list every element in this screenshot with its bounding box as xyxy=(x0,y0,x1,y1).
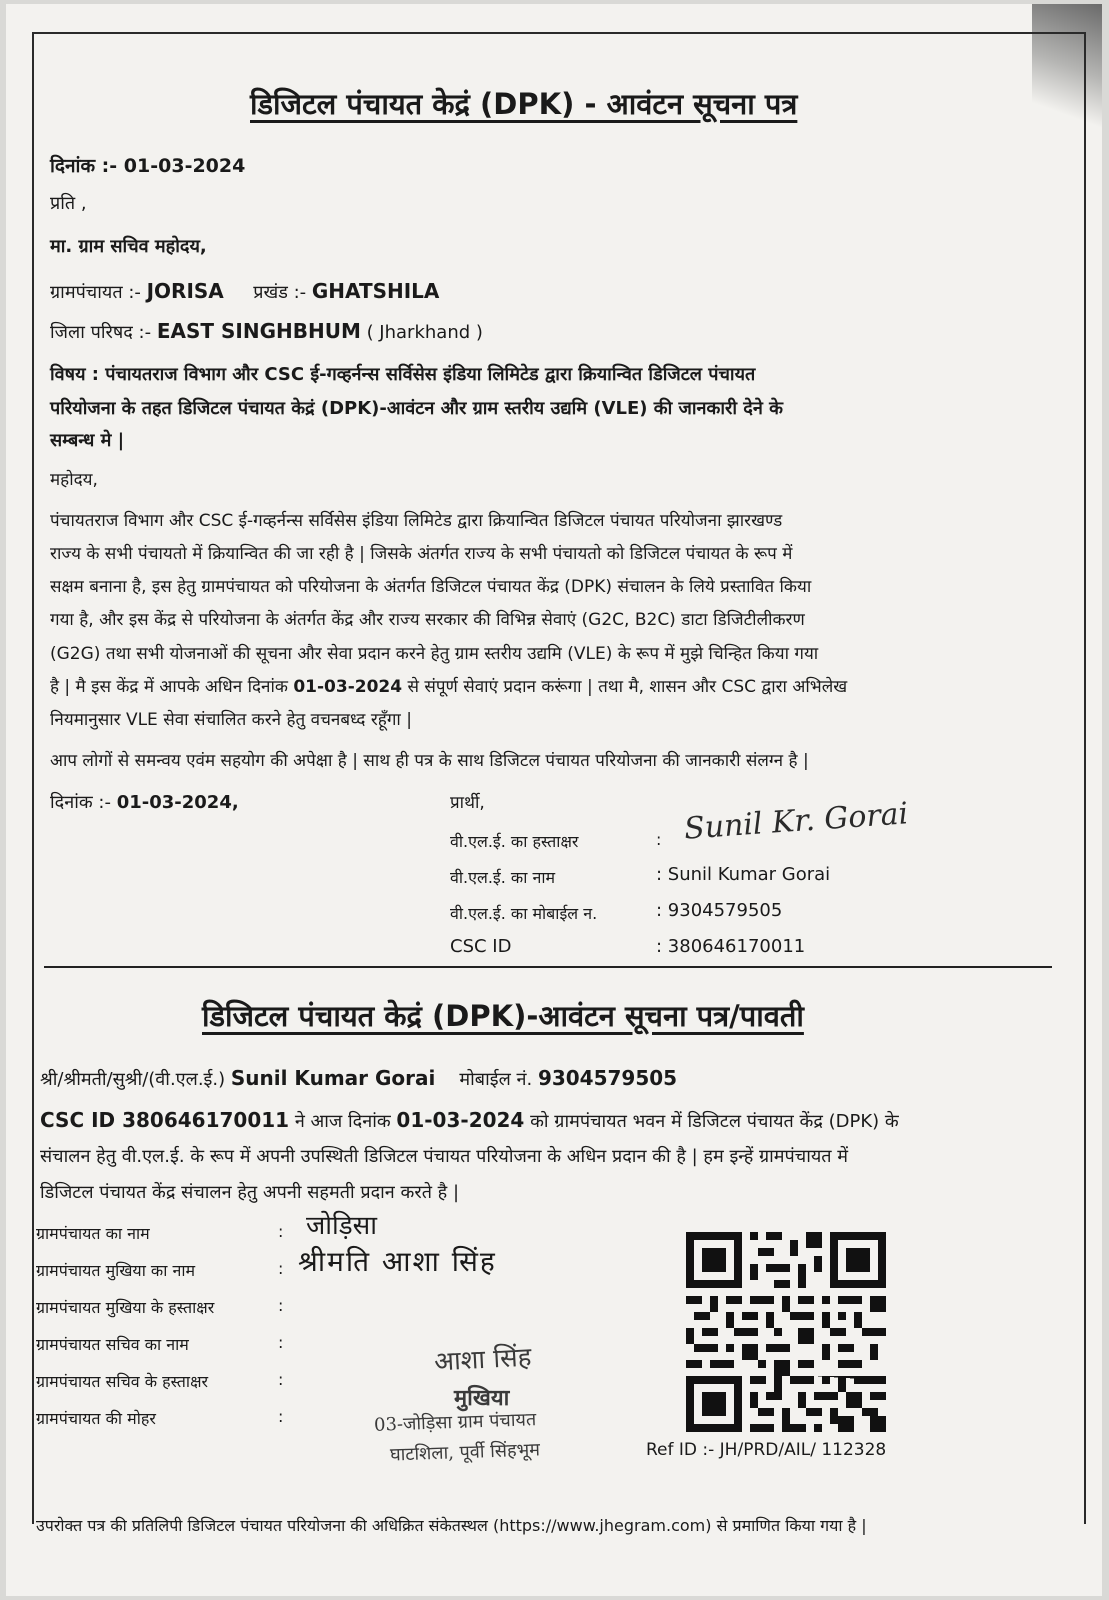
mukhiya-name-handwritten: श्रीमति आशा सिंह xyxy=(298,1245,497,1278)
gp-field-label: ग्रामपंचायत सचिव के हस्ताक्षर xyxy=(36,1372,209,1391)
date-line-2 xyxy=(50,790,239,814)
footer-note: उपरोक्त पत्र की प्रतिलिपी डिजिटल पंचायत परियोजना की अधिक्रित संकेतस्थल (https://www.jhegram.com) से प्रमाणित किया गया है | xyxy=(36,1516,867,1535)
receipt-line-1 xyxy=(40,1066,677,1091)
to-line: प्रति , xyxy=(50,193,87,214)
mukhiya-signature: आशा सिंह xyxy=(433,1342,533,1378)
receipt-title: डिजिटल पंचायत केद्रं (DPK)-आवंटन सूचना पत्र/पावती xyxy=(202,999,804,1033)
colon: : xyxy=(278,1407,284,1426)
date-line xyxy=(50,152,245,178)
body-line: पंचायतराज विभाग और CSC ई-गव्हर्नन्स सर्विसेस इंडिया लिमिटेड द्वारा क्रियान्वित डिजिटल पंचायत परियोजना झारखण्ड xyxy=(50,511,783,531)
vle-mobile: : 9304579505 xyxy=(656,900,783,921)
colon: : xyxy=(278,1222,284,1241)
vle-name: : Sunil Kumar Gorai xyxy=(656,864,831,885)
receipt-line-4: डिजिटल पंचायत केंद्र संचालन हेतु अपनी सहमती प्रदान करते है | xyxy=(40,1182,460,1203)
date-label: दिनांक :- xyxy=(50,792,117,813)
vle-sign-label: वी.एल.ई. का हस्ताक्षर xyxy=(450,832,579,851)
body-line: राज्य के सभी पंचायतो में क्रियान्वित की जा रही है | जिसके अंतर्गत राज्य के सभी पंचायतो को डिजिटल पंचायत के रूप में xyxy=(50,544,793,564)
body-line: सक्षम बनाना है, इस हेतु ग्रामपंचायत को परियोजना के अंतर्गत डिजिटल पंचायत केंद्र (DPK) संचालन के लिये प्रस्तावित किया xyxy=(50,577,812,597)
vle-mobile-label: वी.एल.ई. का मोबाईल न. xyxy=(450,904,598,923)
receipt-cscid: CSC ID 380646170011 xyxy=(40,1108,290,1132)
subject-line-1: विषय : पंचायतराज विभाग और CSC ई-गव्हर्नन्स सर्विसेस इंडिया लिमिटेड द्वारा क्रियान्वित डिजिटल पंचायत xyxy=(50,364,756,385)
block-label: प्रखंड :- xyxy=(253,282,312,303)
gp-field-label: ग्रामपंचायत का नाम xyxy=(36,1224,150,1243)
receipt-name: Sunil Kumar Gorai xyxy=(230,1066,436,1090)
gp-value: JORISA xyxy=(146,279,224,303)
vle-mobile-value: 9304579505 xyxy=(667,900,783,921)
body-line: गया है, और इस केंद्र से परियोजना के अंतर्गत केंद्र और राज्य सरकार की विभिन्न सेवाएं (G2C, B2C) डाटा डिजिटीलीकरण xyxy=(50,610,805,630)
receipt-line-2 xyxy=(40,1108,899,1133)
district-value: EAST SINGHBHUM xyxy=(156,319,361,343)
receipt-text: ने आज दिनांक xyxy=(289,1111,397,1132)
colon: : xyxy=(656,830,662,849)
receipt-text: को ग्रामपंचायत भवन में डिजिटल पंचायत केंद्र (DPK) के xyxy=(524,1111,899,1132)
colon: : xyxy=(278,1259,284,1278)
section-divider xyxy=(44,966,1052,968)
body-text: है | मै इस केंद्र में आपके अधिन दिनांक xyxy=(50,677,294,697)
letter-title: डिजिटल पंचायत केद्रं (DPK) - आवंटन सूचना पत्र xyxy=(250,87,798,121)
receipt-mobile-label: मोबाईल नं. xyxy=(459,1069,538,1090)
subject-line-3: सम्बन्ध मे | xyxy=(50,430,125,451)
vle-name-label: वी.एल.ई. का नाम xyxy=(450,868,556,887)
colon: : xyxy=(278,1370,284,1389)
vle-name-value: Sunil Kumar Gorai xyxy=(667,864,831,885)
csc-id-value: 380646170011 xyxy=(667,936,806,957)
date-value: 01-03-2024 xyxy=(123,155,246,177)
receipt-date: 01-03-2024 xyxy=(396,1108,525,1132)
body-line: (G2G) तथा सभी योजनाओं की सूचना और सेवा प्रदान करने हेतु ग्राम स्तरीय उद्यमि (VLE) के रूप में मुझे चिन्हित किया गया xyxy=(50,644,819,664)
applicant-label: प्रार्थी, xyxy=(450,793,485,813)
cooperation-line: आप लोगों से समन्वय एवंम सहयोग की अपेक्षा है | साथ ही पत्र के साथ डिजिटल पंचायत परियोजना की जानकारी संलग्न है | xyxy=(50,751,809,771)
block-value: GHATSHILA xyxy=(311,279,440,303)
addressee: मा. ग्राम सचिव महोदय, xyxy=(50,236,207,257)
district-line xyxy=(50,319,483,344)
colon: : xyxy=(278,1296,284,1315)
body-line: नियमानुसार VLE सेवा संचालित करने हेतु वचनबध्द रहूँगा | xyxy=(50,710,412,730)
body-date: 01-03-2024 xyxy=(293,677,403,697)
body-line xyxy=(50,674,847,697)
date-label: दिनांक :- xyxy=(50,155,124,177)
qr-code xyxy=(686,1232,886,1432)
district-state: ( Jharkhand ) xyxy=(360,322,483,343)
gp-field-label: ग्रामपंचायत सचिव का नाम xyxy=(36,1335,189,1354)
receipt-line-3: संचालन हेतु वी.एल.ई. के रूप में अपनी उपस्थिती डिजिटल पंचायत परियोजना के अधिन प्रदान की है | हम इन्हें ग्रामपंचायत में xyxy=(40,1146,849,1167)
body-text: से संपूर्ण सेवाएं प्रदान करूंगा | तथा मै, शासन और CSC द्वारा अभिलेख xyxy=(402,677,848,697)
gp-label: ग्रामपंचायत :- xyxy=(50,282,147,303)
stamp-line-1: 03-जोड़िसा ग्राम पंचायत xyxy=(373,1409,537,1436)
gp-field-label: ग्रामपंचायत मुखिया के हस्ताक्षर xyxy=(36,1298,215,1317)
ref-id: Ref ID :- JH/PRD/AIL/ 112328 xyxy=(646,1440,887,1460)
gp-field-label: ग्रामपंचायत की मोहर xyxy=(36,1409,156,1428)
csc-id-label: CSC ID xyxy=(450,936,512,957)
gp-line xyxy=(50,279,439,304)
subject-line-2: परियोजना के तहत डिजिटल पंचायत केद्रं (DPK)-आवंटन और ग्राम स्तरीय उद्यमि (VLE) की जानकारी देने के xyxy=(50,398,783,419)
letter-sheet xyxy=(6,4,1102,1596)
gp-name-handwritten: जोड़िसा xyxy=(306,1211,377,1241)
stamp-title: मुखिया xyxy=(454,1385,510,1411)
stamp-line-2: घाटशिला, पूर्वी सिंहभूम xyxy=(389,1439,541,1466)
gp-field-label: ग्रामपंचायत मुखिया का नाम xyxy=(36,1261,196,1280)
date-value: 01-03-2024, xyxy=(116,792,239,813)
csc-id: : 380646170011 xyxy=(656,936,806,957)
receipt-mobile: 9304579505 xyxy=(537,1066,678,1090)
receipt-prefix: श्री/श्रीमती/सुश्री/(वी.एल.ई.) xyxy=(40,1069,231,1090)
salutation: महोदय, xyxy=(50,470,98,490)
district-label: जिला परिषद :- xyxy=(50,322,157,343)
vle-signature: Sunil Kr. Gorai xyxy=(683,796,910,847)
colon: : xyxy=(278,1333,284,1352)
